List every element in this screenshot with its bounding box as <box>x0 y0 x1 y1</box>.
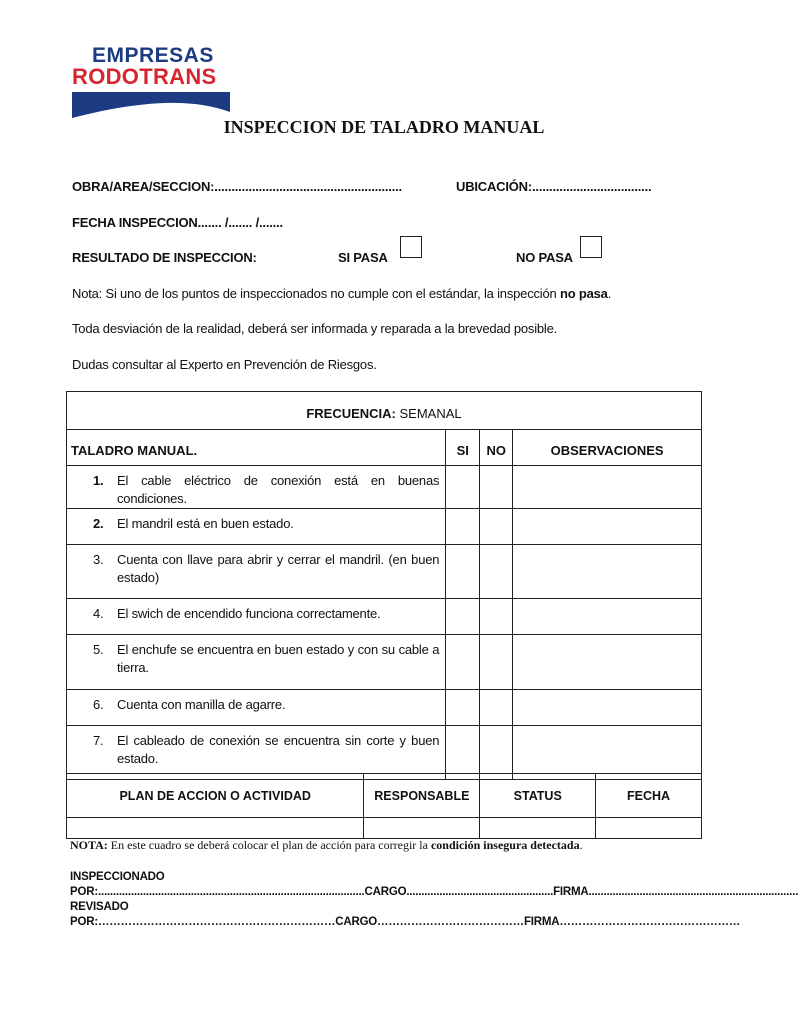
item-text: El cableado de conexión se encuentra sin corte y buen estado. <box>117 733 440 766</box>
item-number: 5. <box>93 642 104 657</box>
observaciones-cell[interactable] <box>513 599 702 635</box>
col-header-responsable: RESPONSABLE <box>364 774 480 818</box>
revisado-signature-line[interactable]: POR:………………………………………………………CARGO…………………………………FIRMA………………………………………… <box>70 916 741 928</box>
plan-cell[interactable] <box>67 818 364 839</box>
no-cell[interactable] <box>480 690 513 726</box>
si-cell[interactable] <box>446 545 480 599</box>
no-cell[interactable] <box>480 509 513 545</box>
no-pasa-checkbox[interactable] <box>580 236 602 258</box>
page-title: INSPECCION DE TALADRO MANUAL <box>223 117 545 137</box>
inspeccionado-label: INSPECCIONADO <box>70 871 165 883</box>
table-row <box>67 509 702 545</box>
inspection-table <box>66 391 702 780</box>
revisado-label: REVISADO <box>70 901 129 913</box>
si-cell[interactable] <box>446 690 480 726</box>
table-row <box>67 466 702 509</box>
item-text: El cable eléctrico de conexión está en buenas condiciones. <box>117 473 440 506</box>
item-text: El enchufe se encuentra en buen estado y con su cable a tierra. <box>117 642 440 675</box>
responsable-cell[interactable] <box>364 818 480 839</box>
si-cell[interactable] <box>446 726 480 780</box>
item-number: 3. <box>93 552 104 567</box>
si-cell[interactable] <box>446 509 480 545</box>
resultado-label: RESULTADO DE INSPECCION: <box>72 250 257 265</box>
logo-line2: RODOTRANS <box>72 64 217 89</box>
no-cell[interactable] <box>480 635 513 690</box>
obra-field[interactable]: OBRA/AREA/SECCION:....................................................... <box>72 179 402 194</box>
item-number: 1. <box>93 473 104 488</box>
col-header-plan: PLAN DE ACCION O ACTIVIDAD <box>67 774 364 818</box>
table-row <box>67 690 702 726</box>
col-header-item: TALADRO MANUAL. <box>67 430 446 466</box>
status-cell[interactable] <box>480 818 596 839</box>
no-cell[interactable] <box>480 545 513 599</box>
desviacion-note: Toda desviación de la realidad, deberá ser informada y reparada a la brevedad posible. <box>72 321 558 336</box>
col-header-no: NO <box>480 430 513 466</box>
item-text: El mandril está en buen estado. <box>117 516 294 531</box>
item-text: Cuenta con llave para abrir y cerrar el mandril. (en buen estado) <box>117 552 440 585</box>
observaciones-cell[interactable] <box>513 726 702 780</box>
table-row <box>67 635 702 690</box>
col-header-fecha: FECHA <box>596 774 702 818</box>
no-cell[interactable] <box>480 466 513 509</box>
dudas-note: Dudas consultar al Experto en Prevención de Riesgos. <box>72 357 377 372</box>
observaciones-cell[interactable] <box>513 509 702 545</box>
si-cell[interactable] <box>446 466 480 509</box>
item-number: 2. <box>93 516 104 531</box>
fecha-field[interactable]: FECHA INSPECCION....... /....... /....... <box>72 215 283 230</box>
plan-footnote: NOTA: En este cuadro se deberá colocar el plan de acción para corregir la condición insegura detectada. <box>70 838 583 852</box>
logo-wave-icon <box>72 88 230 120</box>
table-row <box>67 545 702 599</box>
ubicacion-field[interactable]: UBICACIÓN:................................... <box>456 179 652 194</box>
company-logo <box>72 44 232 120</box>
si-pasa-label: SI PASA <box>338 250 388 265</box>
item-number: 7. <box>93 733 104 748</box>
no-pasa-label: NO PASA <box>516 250 573 265</box>
frecuencia-row: FRECUENCIA: SEMANAL <box>67 392 702 430</box>
no-cell[interactable] <box>480 726 513 780</box>
item-text: El swich de encendido funciona correctamente. <box>117 606 381 621</box>
table-row <box>67 599 702 635</box>
logo-line1: EMPRESAS <box>92 44 214 67</box>
inspeccionado-signature-line[interactable]: POR:.........................................................................................CARGO.................................................FIRMA...................................................................... <box>70 886 798 898</box>
si-pasa-checkbox[interactable] <box>400 236 422 258</box>
observaciones-cell[interactable] <box>513 635 702 690</box>
col-header-observaciones: OBSERVACIONES <box>513 430 702 466</box>
si-cell[interactable] <box>446 599 480 635</box>
observaciones-cell[interactable] <box>513 690 702 726</box>
col-header-status: STATUS <box>480 774 596 818</box>
note-line: Nota: Si uno de los puntos de inspeccionados no cumple con el estándar, la inspección no pasa. <box>72 286 612 301</box>
fecha-cell[interactable] <box>596 818 702 839</box>
item-number: 4. <box>93 606 104 621</box>
col-header-si: SI <box>446 430 480 466</box>
item-text: Cuenta con manilla de agarre. <box>117 697 286 712</box>
si-cell[interactable] <box>446 635 480 690</box>
no-cell[interactable] <box>480 599 513 635</box>
table-row <box>67 726 702 780</box>
item-number: 6. <box>93 697 104 712</box>
observaciones-cell[interactable] <box>513 466 702 509</box>
action-plan-table <box>66 773 702 839</box>
table-row <box>67 818 702 839</box>
observaciones-cell[interactable] <box>513 545 702 599</box>
